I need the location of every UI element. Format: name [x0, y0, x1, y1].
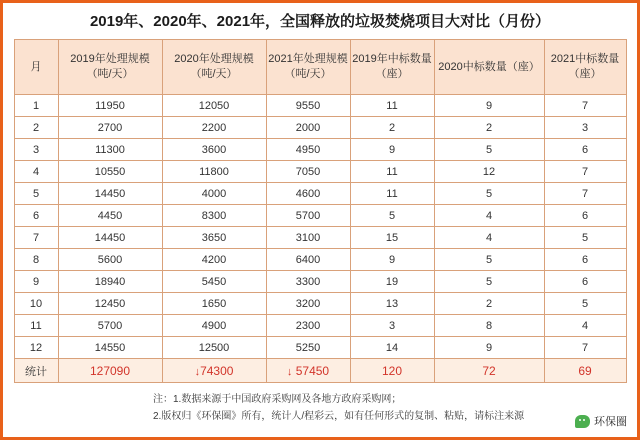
cell-month: 4 [14, 161, 58, 183]
cell-2019-count: 13 [350, 293, 434, 315]
cell-2020-scale: 5450 [162, 271, 266, 293]
header-month: 月 [14, 40, 58, 95]
cell-2021-scale: 2300 [266, 315, 350, 337]
table-row [14, 271, 626, 293]
header-2020-scale: 2020年处理规模（吨/天） [162, 40, 266, 95]
cell-month: 5 [14, 183, 58, 205]
cell-2021-scale: 3200 [266, 293, 350, 315]
table-row [14, 315, 626, 337]
cell-2019-count: 19 [350, 271, 434, 293]
header-2021-count: 2021中标数量（座） [544, 40, 626, 95]
cell-2019-count: 2 [350, 117, 434, 139]
cell-2020-count: 2 [434, 117, 544, 139]
cell-2020-count: 9 [434, 95, 544, 117]
total-label: 统计 [14, 359, 58, 383]
cell-2020-count: 5 [434, 183, 544, 205]
cell-2020-count: 4 [434, 205, 544, 227]
cell-month: 12 [14, 337, 58, 359]
cell-2020-scale: 3600 [162, 139, 266, 161]
table-row [14, 161, 626, 183]
cell-2021-count: 7 [544, 337, 626, 359]
cell-2020-count: 8 [434, 315, 544, 337]
cell-2019-scale: 12450 [58, 293, 162, 315]
cell-2020-scale: 2200 [162, 117, 266, 139]
cell-month: 10 [14, 293, 58, 315]
cell-2019-count: 9 [350, 249, 434, 271]
cell-2019-count: 5 [350, 205, 434, 227]
total-2021-count: 69 [544, 359, 626, 383]
cell-2020-scale: 8300 [162, 205, 266, 227]
cell-2020-count: 12 [434, 161, 544, 183]
cell-2021-count: 5 [544, 227, 626, 249]
wechat-badge [575, 413, 627, 429]
cell-2019-count: 9 [350, 139, 434, 161]
cell-2021-scale: 2000 [266, 117, 350, 139]
note-line-2: 2.版权归《环保圈》所有，统计人/程彩云，如有任何形式的复制、粘贴，请标注来源 [153, 411, 525, 422]
table-row [14, 293, 626, 315]
cell-2019-scale: 18940 [58, 271, 162, 293]
cell-2021-scale: 5700 [266, 205, 350, 227]
cell-2019-scale: 10550 [58, 161, 162, 183]
cell-2020-count: 4 [434, 227, 544, 249]
cell-2021-scale: 4600 [266, 183, 350, 205]
cell-2019-scale: 14450 [58, 227, 162, 249]
footer-brand [575, 413, 627, 429]
cell-2020-scale: 4200 [162, 249, 266, 271]
total-2021-scale [266, 359, 350, 383]
cell-2019-count: 11 [350, 183, 434, 205]
cell-2020-count: 5 [434, 271, 544, 293]
cell-2020-scale: 4000 [162, 183, 266, 205]
total-2020-scale [162, 359, 266, 383]
cell-2019-scale: 2700 [58, 117, 162, 139]
down-arrow-icon: ↓ [286, 365, 293, 378]
table-row [14, 95, 626, 117]
header-2019-count: 2019年中标数量（座） [350, 40, 434, 95]
total-2019-scale: 127090 [58, 359, 162, 383]
cell-month: 8 [14, 249, 58, 271]
cell-2021-scale: 3100 [266, 227, 350, 249]
cell-2019-scale: 14550 [58, 337, 162, 359]
cell-2021-count: 6 [544, 205, 626, 227]
cell-2020-scale: 11800 [162, 161, 266, 183]
cell-2021-count: 4 [544, 315, 626, 337]
table-total-row [14, 359, 626, 383]
header-2021-scale: 2021年处理规模（吨/天） [266, 40, 350, 95]
wechat-icon [575, 415, 590, 428]
table-row [14, 139, 626, 161]
cell-month: 2 [14, 117, 58, 139]
comparison-table [14, 39, 627, 383]
header-row [14, 40, 626, 95]
cell-2019-count: 15 [350, 227, 434, 249]
table-row [14, 227, 626, 249]
cell-2021-scale: 3300 [266, 271, 350, 293]
cell-month: 7 [14, 227, 58, 249]
cell-2019-scale: 5600 [58, 249, 162, 271]
down-arrow-icon: ↓ [194, 365, 201, 378]
cell-month: 9 [14, 271, 58, 293]
cell-2021-count: 7 [544, 183, 626, 205]
cell-2021-count: 7 [544, 161, 626, 183]
cell-2020-scale: 12500 [162, 337, 266, 359]
cell-2021-scale: 7050 [266, 161, 350, 183]
cell-2021-count: 3 [544, 117, 626, 139]
cell-month: 6 [14, 205, 58, 227]
cell-2019-count: 3 [350, 315, 434, 337]
total-2019-count: 120 [350, 359, 434, 383]
cell-2020-scale: 12050 [162, 95, 266, 117]
cell-2021-count: 6 [544, 139, 626, 161]
cell-2019-count: 11 [350, 161, 434, 183]
table-body [14, 95, 626, 383]
cell-2020-count: 5 [434, 139, 544, 161]
cell-2020-count: 9 [434, 337, 544, 359]
cell-2021-count: 5 [544, 293, 626, 315]
cell-2021-count: 6 [544, 271, 626, 293]
cell-month: 1 [14, 95, 58, 117]
table-row [14, 249, 626, 271]
table-row [14, 205, 626, 227]
cell-2019-scale: 11300 [58, 139, 162, 161]
total-2020-count: 72 [434, 359, 544, 383]
cell-2020-scale: 4900 [162, 315, 266, 337]
cell-2021-count: 6 [544, 249, 626, 271]
notes-block [3, 391, 637, 425]
cell-2021-count: 7 [544, 95, 626, 117]
cell-2020-scale: 3650 [162, 227, 266, 249]
cell-month: 3 [14, 139, 58, 161]
cell-2019-count: 14 [350, 337, 434, 359]
page-title: 2019年、2020年、2021年，全国释放的垃圾焚烧项目大对比（月份） [89, 13, 551, 30]
cell-2021-scale: 4950 [266, 139, 350, 161]
cell-2021-scale: 6400 [266, 249, 350, 271]
table-row [14, 117, 626, 139]
table-header [14, 40, 626, 95]
cell-2020-scale: 1650 [162, 293, 266, 315]
cell-2019-scale: 4450 [58, 205, 162, 227]
cell-2019-scale: 5700 [58, 315, 162, 337]
header-2019-scale: 2019年处理规模（吨/天） [58, 40, 162, 95]
cell-2019-count: 11 [350, 95, 434, 117]
cell-2019-scale: 11950 [58, 95, 162, 117]
total-2020-scale-value: 74300 [200, 363, 234, 378]
cell-month: 11 [14, 315, 58, 337]
brand-label: 环保圈 [594, 416, 627, 428]
table-row [14, 183, 626, 205]
note-line-1: 注：1.数据来源于中国政府采购网及各地方政府采购网； [153, 394, 402, 405]
cell-2021-scale: 5250 [266, 337, 350, 359]
table-row [14, 337, 626, 359]
header-2020-count: 2020中标数量（座） [434, 40, 544, 95]
total-2021-scale-value: 57450 [295, 363, 330, 378]
cell-2021-scale: 9550 [266, 95, 350, 117]
cell-2020-count: 2 [434, 293, 544, 315]
cell-2020-count: 5 [434, 249, 544, 271]
cell-2019-scale: 14450 [58, 183, 162, 205]
